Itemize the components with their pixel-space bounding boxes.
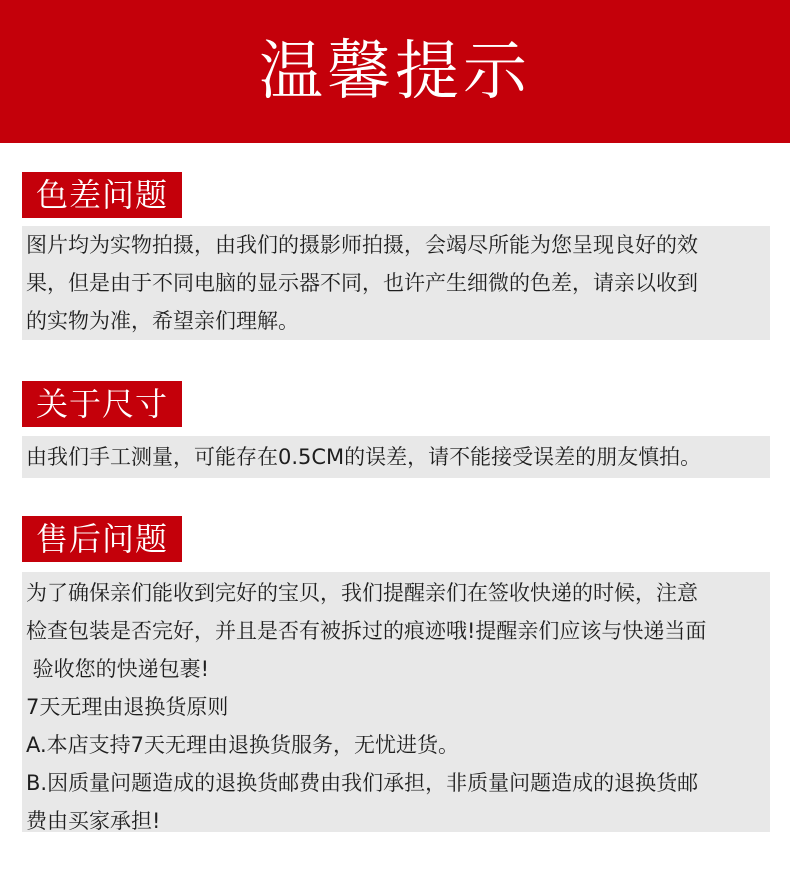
text-line: 的实物为准，希望亲们理解。: [26, 309, 299, 333]
text-line: B.因质量问题造成的退换货邮费由我们承担，非质量问题造成的退换货邮: [26, 771, 699, 795]
text-line: 检查包装是否完好，并且是否有被拆过的痕迹哦!提醒亲们应该与快递当面: [26, 619, 707, 643]
section-body-after-sales: [22, 572, 770, 832]
page-title: 温馨提示: [259, 34, 531, 109]
text-line: 图片均为实物拍摄，由我们的摄影师拍摄，会竭尽所能为您呈现良好的效: [26, 233, 698, 257]
section-label-color-difference: 色差问题: [22, 172, 182, 218]
section-label-after-sales: 售后问题: [22, 516, 182, 562]
text-line: A.本店支持7天无理由退换货服务，无忧进货。: [26, 733, 460, 757]
text-line: 为了确保亲们能收到完好的宝贝，我们提醒亲们在签收快递的时候，注意: [26, 581, 698, 605]
text-line: 果，但是由于不同电脑的显示器不同，也许产生细微的色差，请亲以收到: [26, 271, 698, 295]
text-line: 验收您的快递包裹!: [26, 657, 210, 681]
section-label-size: 关于尺寸: [22, 381, 182, 427]
section-body-size: [22, 436, 770, 478]
text-line: 费由买家承担!: [26, 809, 161, 833]
header-banner: [0, 0, 790, 143]
text-line: 7天无理由退换货原则: [26, 695, 229, 719]
text-line: 由我们手工测量，可能存在0.5CM的误差，请不能接受误差的朋友慎拍。: [26, 445, 702, 469]
section-body-color-difference: [22, 226, 770, 340]
